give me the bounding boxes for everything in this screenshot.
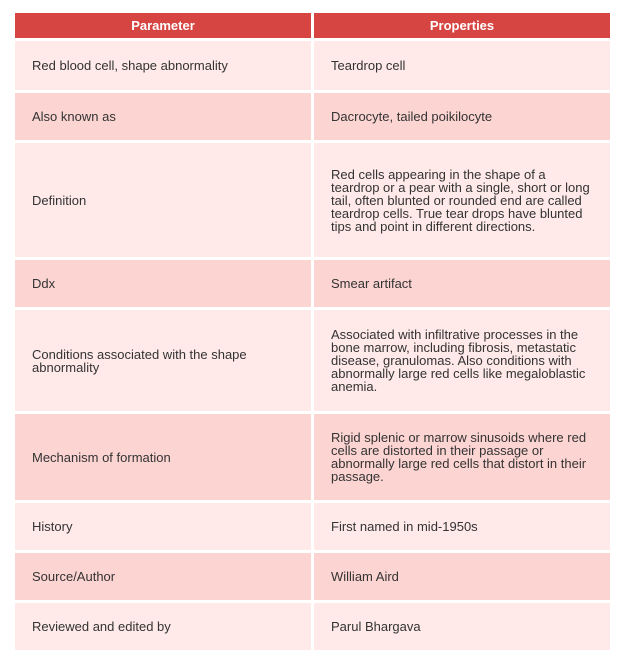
table-row (15, 41, 610, 90)
properties-cell: Rigid splenic or marrow sinusoids where red cells are distorted in their passage or abnormally large red cells that distort in their passage. (314, 414, 610, 500)
table-row (15, 260, 610, 307)
teardrop-cell-table (12, 10, 613, 653)
parameter-cell: Source/Author (15, 553, 311, 600)
parameter-cell: Mechanism of formation (15, 414, 311, 500)
parameter-cell: History (15, 503, 311, 550)
properties-cell: Red cells appearing in the shape of a teardrop or a pear with a single, short or long tail, often blunted or rounded end are called teardrop cells. True tear drops have blunted tips and point in different directions. (314, 143, 610, 257)
parameter-cell: Conditions associated with the shape abnormality (15, 310, 311, 411)
table-row (15, 310, 610, 411)
parameter-cell: Ddx (15, 260, 311, 307)
table-row (15, 414, 610, 500)
properties-cell: Smear artifact (314, 260, 610, 307)
parameter-cell: Also known as (15, 93, 311, 140)
properties-cell: Teardrop cell (314, 41, 610, 90)
properties-cell: Dacrocyte, tailed poikilocyte (314, 93, 610, 140)
properties-cell: Parul Bhargava (314, 603, 610, 650)
properties-cell: William Aird (314, 553, 610, 600)
table-row (15, 553, 610, 600)
header-parameter: Parameter (15, 13, 311, 38)
table-header-row (15, 13, 610, 38)
properties-cell: Associated with infiltrative processes in the bone marrow, including fibrosis, metastatic disease, granulomas. Also conditions with abnormally large red cells like megaloblastic anemia. (314, 310, 610, 411)
table-row (15, 503, 610, 550)
header-properties: Properties (314, 13, 610, 38)
table-row (15, 93, 610, 140)
parameter-cell: Definition (15, 143, 311, 257)
parameter-cell: Red blood cell, shape abnormality (15, 41, 311, 90)
table-row (15, 603, 610, 650)
table-row (15, 143, 610, 257)
parameter-cell: Reviewed and edited by (15, 603, 311, 650)
properties-cell: First named in mid-1950s (314, 503, 610, 550)
